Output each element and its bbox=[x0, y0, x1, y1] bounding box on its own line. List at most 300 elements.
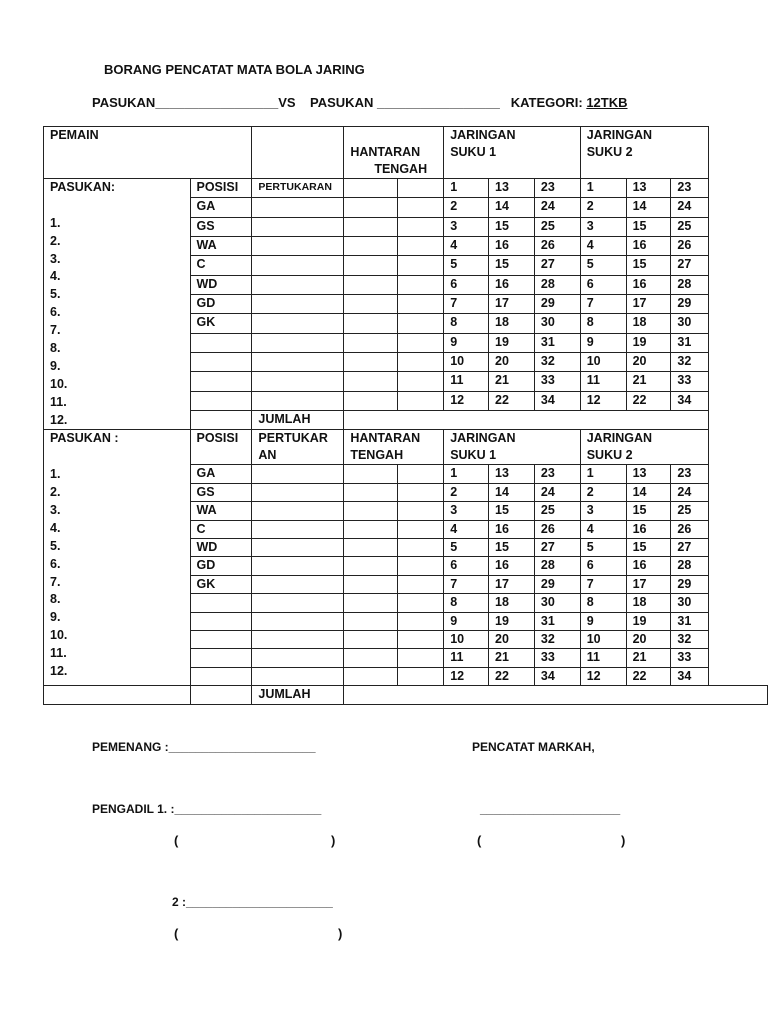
suku2-score-cell: 25 bbox=[671, 502, 709, 520]
suku1-score-cell: 1 bbox=[444, 465, 489, 483]
pertukaran-2-cell bbox=[252, 630, 344, 648]
suku2-score-cell: 31 bbox=[671, 612, 709, 630]
hantaran-2-cell bbox=[398, 502, 444, 520]
section1-players-cell bbox=[44, 179, 191, 430]
suku2-2-line-0: JARINGAN bbox=[586, 431, 653, 446]
pertukaran-cell bbox=[252, 275, 344, 294]
score-table bbox=[43, 126, 768, 705]
hantaran-cell bbox=[344, 237, 398, 256]
posisi-2-label: POSISI bbox=[196, 431, 239, 446]
position-cell bbox=[190, 411, 252, 430]
suku2-score-cell: 29 bbox=[671, 295, 709, 314]
suku2-score-cell: 32 bbox=[671, 630, 709, 648]
suku1-2-line-1: SUKU 1 bbox=[450, 448, 497, 463]
hantaran-2-cell bbox=[344, 575, 398, 593]
suku1-score-cell: 32 bbox=[534, 630, 580, 648]
suku2-score-cell: 20 bbox=[626, 353, 671, 372]
hantaran-cell bbox=[344, 372, 398, 391]
pencatat-paren-close: ) bbox=[621, 833, 626, 848]
hantaran-cell bbox=[344, 256, 398, 275]
hantaran-2-cell bbox=[398, 557, 444, 575]
suku1-score-cell: 19 bbox=[489, 612, 535, 630]
pertukaran-cell bbox=[252, 353, 344, 372]
suku1-score-cell: 5 bbox=[444, 539, 489, 557]
suku2-score-cell: 30 bbox=[671, 314, 709, 333]
suku2-score-cell: 6 bbox=[580, 557, 626, 575]
suku1-score-cell: 24 bbox=[534, 198, 580, 217]
hantaran-2-line-0: HANTARAN bbox=[350, 431, 421, 446]
position-2-cell bbox=[190, 630, 252, 648]
position-2-cell: C bbox=[190, 520, 252, 538]
suku1-score-cell: 18 bbox=[489, 594, 535, 612]
hantaran-2-cell bbox=[344, 557, 398, 575]
position-cell: C bbox=[190, 256, 252, 275]
pertukaran-cell bbox=[252, 333, 344, 352]
pengadil-2-paren-open: ( bbox=[174, 926, 179, 941]
pertukaran-2-cell bbox=[252, 575, 344, 593]
suku1-score-cell: 16 bbox=[489, 237, 535, 256]
suku1-score-cell: 34 bbox=[534, 391, 580, 410]
suku1-score-cell: 27 bbox=[534, 539, 580, 557]
suku2-score-cell: 20 bbox=[626, 630, 671, 648]
suku2-score-cell: 10 bbox=[580, 630, 626, 648]
suku1-score-cell: 15 bbox=[489, 256, 535, 275]
suku2-score-cell: 3 bbox=[580, 502, 626, 520]
jumlah-2-label: JUMLAH bbox=[252, 686, 344, 704]
suku2-score-cell: 26 bbox=[671, 237, 709, 256]
jumlah-2-blank bbox=[44, 686, 191, 704]
suku2-score-cell: 11 bbox=[580, 372, 626, 391]
pertukaran-cell bbox=[252, 237, 344, 256]
player-2-number-5: 6. bbox=[50, 556, 61, 571]
hantaran-2-cell bbox=[344, 465, 398, 483]
suku2-score-cell: 8 bbox=[580, 314, 626, 333]
suku1-score-cell: 22 bbox=[489, 667, 535, 685]
hantaran-2-cell bbox=[344, 612, 398, 630]
suku1-score-cell: 11 bbox=[444, 372, 489, 391]
jaringan-suku1-header bbox=[444, 127, 581, 179]
position-2-cell bbox=[190, 594, 252, 612]
suku1-score-cell: 25 bbox=[534, 502, 580, 520]
suku2-score-cell: 11 bbox=[580, 649, 626, 667]
suku2-score-cell: 19 bbox=[626, 612, 671, 630]
pertukaran-cell bbox=[252, 295, 344, 314]
position-2-cell bbox=[190, 649, 252, 667]
pasukan-1-field: PASUKAN_________________VS bbox=[92, 95, 296, 110]
player-2-number-7: 8. bbox=[50, 592, 61, 607]
suku1-score-cell: 33 bbox=[534, 372, 580, 391]
suku2-score-cell: 33 bbox=[671, 372, 709, 391]
suku2-score-cell: 1 bbox=[580, 179, 626, 198]
form-header bbox=[92, 95, 628, 110]
hantaran-label: HANTARAN bbox=[350, 145, 421, 159]
hantaran-cell bbox=[398, 353, 444, 372]
suku2-score-cell: 15 bbox=[626, 539, 671, 557]
pertukaran-2-line-1: AN bbox=[258, 448, 277, 463]
form-title: BORANG PENCATAT MATA BOLA JARING bbox=[104, 62, 365, 77]
pertukaran-cell bbox=[252, 391, 344, 410]
hantaran-cell bbox=[344, 198, 398, 217]
suku1-score-cell: 24 bbox=[534, 483, 580, 501]
hantaran-2-cell bbox=[398, 465, 444, 483]
jumlah-total-cell bbox=[344, 411, 709, 430]
suku2-score-cell: 34 bbox=[671, 667, 709, 685]
hantaran-cell bbox=[398, 256, 444, 275]
suku1-line-0: JARINGAN bbox=[450, 128, 516, 142]
jaringan-2-suku2-header bbox=[580, 430, 709, 465]
pertukaran-header: PERTUKARAN bbox=[252, 179, 344, 198]
suku2-score-cell: 29 bbox=[671, 575, 709, 593]
suku2-score-cell: 14 bbox=[626, 483, 671, 501]
hantaran-2-cell bbox=[344, 520, 398, 538]
suku2-score-cell: 15 bbox=[626, 217, 671, 236]
hantaran-2-cell bbox=[344, 502, 398, 520]
hantaran-2-cell bbox=[398, 630, 444, 648]
player-number-6: 7. bbox=[50, 323, 61, 338]
suku2-score-cell: 24 bbox=[671, 483, 709, 501]
position-2-cell bbox=[190, 667, 252, 685]
suku2-line-0: JARINGAN bbox=[586, 128, 653, 142]
hantaran-tengah-header bbox=[344, 127, 444, 179]
suku2-score-cell: 10 bbox=[580, 353, 626, 372]
suku2-score-cell: 21 bbox=[626, 372, 671, 391]
hantaran-2-cell bbox=[398, 667, 444, 685]
suku1-score-cell: 2 bbox=[444, 483, 489, 501]
pemenang-field: PEMENANG :______________________ bbox=[92, 740, 316, 754]
suku2-score-cell: 7 bbox=[580, 575, 626, 593]
hantaran-cell bbox=[398, 179, 444, 198]
position-cell: GD bbox=[190, 295, 252, 314]
position-2-cell: WA bbox=[190, 502, 252, 520]
suku1-score-cell: 9 bbox=[444, 333, 489, 352]
hantaran-cell bbox=[344, 391, 398, 410]
pertukaran-2-cell bbox=[252, 502, 344, 520]
pertukaran-cell bbox=[252, 198, 344, 217]
jumlah-2-total-cell bbox=[344, 686, 768, 704]
suku1-score-cell: 9 bbox=[444, 612, 489, 630]
section2-jumlah-row bbox=[44, 686, 768, 704]
position-cell: GA bbox=[190, 198, 252, 217]
suku1-score-cell: 11 bbox=[444, 649, 489, 667]
suku2-score-cell: 12 bbox=[580, 391, 626, 410]
suku1-score-cell: 8 bbox=[444, 314, 489, 333]
player-2-number-9: 10. bbox=[50, 628, 68, 643]
suku1-score-cell: 12 bbox=[444, 391, 489, 410]
pertukaran-cell bbox=[252, 217, 344, 236]
hantaran-cell bbox=[344, 179, 398, 198]
pertukaran-2-cell bbox=[252, 594, 344, 612]
pengadil-1-paren-open: ( bbox=[174, 833, 179, 848]
pertukaran-cell bbox=[252, 256, 344, 275]
suku2-score-cell: 22 bbox=[626, 391, 671, 410]
pertukaran-2-cell bbox=[252, 483, 344, 501]
suku2-score-cell: 27 bbox=[671, 256, 709, 275]
pengadil-1-field: PENGADIL 1. :______________________ bbox=[92, 802, 322, 816]
suku2-line-1: SUKU 2 bbox=[586, 145, 633, 159]
suku1-score-cell: 5 bbox=[444, 256, 489, 275]
pertukaran-cell bbox=[252, 314, 344, 333]
pencatat-signature-line: _____________________ bbox=[480, 802, 621, 816]
suku1-score-cell: 17 bbox=[489, 575, 535, 593]
jumlah-label: JUMLAH bbox=[252, 411, 344, 430]
hantaran-cell bbox=[344, 217, 398, 236]
kategori-label: KATEGORI: bbox=[510, 95, 583, 110]
position-2-cell: GD bbox=[190, 557, 252, 575]
suku1-score-cell: 6 bbox=[444, 557, 489, 575]
tengah-label: TENGAH bbox=[374, 162, 428, 176]
hantaran-cell bbox=[398, 372, 444, 391]
player-number-2: 3. bbox=[50, 251, 61, 266]
suku1-score-cell: 15 bbox=[489, 539, 535, 557]
pasukan-2-field: PASUKAN _________________ bbox=[310, 95, 500, 110]
hantaran-cell bbox=[398, 217, 444, 236]
empty-header-cell bbox=[252, 127, 344, 179]
suku1-score-cell: 31 bbox=[534, 612, 580, 630]
suku1-score-cell: 7 bbox=[444, 575, 489, 593]
suku1-score-cell: 22 bbox=[489, 391, 535, 410]
suku1-score-cell: 4 bbox=[444, 520, 489, 538]
suku2-score-cell: 25 bbox=[671, 217, 709, 236]
suku1-score-cell: 14 bbox=[489, 198, 535, 217]
player-2-number-11: 12. bbox=[50, 664, 68, 679]
suku1-score-cell: 20 bbox=[489, 353, 535, 372]
suku1-score-cell: 2 bbox=[444, 198, 489, 217]
suku1-score-cell: 6 bbox=[444, 275, 489, 294]
suku1-score-cell: 29 bbox=[534, 295, 580, 314]
player-number-9: 10. bbox=[50, 376, 68, 391]
suku1-score-cell: 20 bbox=[489, 630, 535, 648]
suku2-score-cell: 18 bbox=[626, 594, 671, 612]
pasukan-label: PASUKAN: bbox=[50, 180, 116, 194]
suku2-score-cell: 5 bbox=[580, 256, 626, 275]
suku1-score-cell: 13 bbox=[489, 465, 535, 483]
suku1-score-cell: 25 bbox=[534, 217, 580, 236]
player-number-1: 2. bbox=[50, 233, 61, 248]
posisi-2-header bbox=[190, 430, 252, 465]
suku2-score-cell: 8 bbox=[580, 594, 626, 612]
suku2-score-cell: 28 bbox=[671, 275, 709, 294]
pertukaran-cell bbox=[252, 372, 344, 391]
hantaran-2-cell bbox=[344, 630, 398, 648]
suku1-score-cell: 31 bbox=[534, 333, 580, 352]
suku1-2-line-0: JARINGAN bbox=[450, 431, 516, 446]
player-2-number-2: 3. bbox=[50, 503, 61, 518]
player-2-number-4: 5. bbox=[50, 538, 61, 553]
hantaran-cell bbox=[398, 275, 444, 294]
pertukaran-2-cell bbox=[252, 667, 344, 685]
position-cell bbox=[190, 372, 252, 391]
position-2-cell: GK bbox=[190, 575, 252, 593]
suku1-line-1: SUKU 1 bbox=[450, 145, 497, 159]
hantaran-2-cell bbox=[344, 594, 398, 612]
suku1-score-cell: 8 bbox=[444, 594, 489, 612]
suku1-score-cell: 13 bbox=[489, 179, 535, 198]
position-2-cell: WD bbox=[190, 539, 252, 557]
position-cell: GS bbox=[190, 217, 252, 236]
suku1-score-cell: 16 bbox=[489, 275, 535, 294]
hantaran-cell bbox=[398, 295, 444, 314]
suku2-score-cell: 9 bbox=[580, 612, 626, 630]
suku2-score-cell: 19 bbox=[626, 333, 671, 352]
jaringan-2-suku1-header bbox=[444, 430, 581, 465]
suku1-score-cell: 28 bbox=[534, 275, 580, 294]
hantaran-2-cell bbox=[398, 649, 444, 667]
suku2-score-cell: 23 bbox=[671, 179, 709, 198]
suku1-score-cell: 21 bbox=[489, 649, 535, 667]
suku1-score-cell: 27 bbox=[534, 256, 580, 275]
hantaran-cell bbox=[398, 333, 444, 352]
suku2-score-cell: 21 bbox=[626, 649, 671, 667]
suku2-score-cell: 7 bbox=[580, 295, 626, 314]
pencatat-paren-open: ( bbox=[477, 833, 482, 848]
pemain-header: PEMAIN bbox=[44, 127, 252, 179]
suku1-score-cell: 23 bbox=[534, 465, 580, 483]
suku2-score-cell: 28 bbox=[671, 557, 709, 575]
hantaran-2-cell bbox=[344, 483, 398, 501]
suku1-score-cell: 23 bbox=[534, 179, 580, 198]
hantaran-cell bbox=[398, 237, 444, 256]
suku1-score-cell: 10 bbox=[444, 630, 489, 648]
suku1-score-cell: 16 bbox=[489, 520, 535, 538]
hantaran-2-cell bbox=[398, 575, 444, 593]
player-number-10: 11. bbox=[50, 394, 67, 409]
hantaran-2-cell bbox=[398, 539, 444, 557]
suku1-score-cell: 16 bbox=[489, 557, 535, 575]
pertukaran-2-cell bbox=[252, 649, 344, 667]
jaringan-suku2-header bbox=[580, 127, 709, 179]
suku2-score-cell: 16 bbox=[626, 557, 671, 575]
pertukaran-2-header bbox=[252, 430, 344, 465]
suku1-score-cell: 1 bbox=[444, 179, 489, 198]
suku2-score-cell: 6 bbox=[580, 275, 626, 294]
position-cell: WA bbox=[190, 237, 252, 256]
hantaran-cell bbox=[344, 353, 398, 372]
player-number-8: 9. bbox=[50, 358, 61, 373]
suku1-score-cell: 26 bbox=[534, 237, 580, 256]
suku2-score-cell: 18 bbox=[626, 314, 671, 333]
player-2-number-1: 2. bbox=[50, 485, 61, 500]
suku2-score-cell: 1 bbox=[580, 465, 626, 483]
player-number-5: 6. bbox=[50, 305, 61, 320]
position-cell: WD bbox=[190, 275, 252, 294]
position-cell: GK bbox=[190, 314, 252, 333]
position-cell bbox=[190, 333, 252, 352]
suku2-score-cell: 17 bbox=[626, 295, 671, 314]
player-number-4: 5. bbox=[50, 287, 61, 302]
suku2-score-cell: 16 bbox=[626, 520, 671, 538]
suku2-score-cell: 34 bbox=[671, 391, 709, 410]
suku2-score-cell: 3 bbox=[580, 217, 626, 236]
pertukaran-2-cell bbox=[252, 465, 344, 483]
hantaran-cell bbox=[344, 333, 398, 352]
position-2-cell: GA bbox=[190, 465, 252, 483]
player-2-number-0: 1. bbox=[50, 467, 61, 482]
section1-row bbox=[44, 179, 768, 198]
suku1-score-cell: 33 bbox=[534, 649, 580, 667]
hantaran-cell bbox=[344, 275, 398, 294]
suku2-score-cell: 2 bbox=[580, 483, 626, 501]
pertukaran-2-cell bbox=[252, 539, 344, 557]
suku2-score-cell: 15 bbox=[626, 502, 671, 520]
hantaran-cell bbox=[344, 314, 398, 333]
section2-players-cell bbox=[44, 430, 191, 686]
pencatat-markah-label: PENCATAT MARKAH, bbox=[472, 740, 595, 754]
suku2-score-cell: 22 bbox=[626, 667, 671, 685]
player-2-number-8: 9. bbox=[50, 610, 61, 625]
suku2-score-cell: 13 bbox=[626, 179, 671, 198]
pengadil-2-paren-close: ) bbox=[338, 926, 343, 941]
pertukaran-2-line-0: PERTUKAR bbox=[258, 431, 328, 446]
suku1-score-cell: 30 bbox=[534, 594, 580, 612]
hantaran-2-cell bbox=[398, 594, 444, 612]
suku1-score-cell: 12 bbox=[444, 667, 489, 685]
suku1-score-cell: 15 bbox=[489, 217, 535, 236]
player-number-3: 4. bbox=[50, 269, 61, 284]
hantaran-2-cell bbox=[398, 612, 444, 630]
suku2-score-cell: 30 bbox=[671, 594, 709, 612]
suku1-score-cell: 26 bbox=[534, 520, 580, 538]
suku2-score-cell: 24 bbox=[671, 198, 709, 217]
suku1-score-cell: 30 bbox=[534, 314, 580, 333]
position-cell bbox=[190, 353, 252, 372]
suku1-score-cell: 17 bbox=[489, 295, 535, 314]
suku1-score-cell: 19 bbox=[489, 333, 535, 352]
hantaran-2-cell bbox=[344, 649, 398, 667]
suku2-score-cell: 31 bbox=[671, 333, 709, 352]
suku2-score-cell: 23 bbox=[671, 465, 709, 483]
suku1-score-cell: 28 bbox=[534, 557, 580, 575]
suku1-score-cell: 15 bbox=[489, 502, 535, 520]
suku1-score-cell: 29 bbox=[534, 575, 580, 593]
suku2-score-cell: 12 bbox=[580, 667, 626, 685]
suku2-score-cell: 33 bbox=[671, 649, 709, 667]
hantaran-2-line-1: TENGAH bbox=[350, 448, 404, 463]
suku1-score-cell: 10 bbox=[444, 353, 489, 372]
suku2-score-cell: 17 bbox=[626, 575, 671, 593]
suku2-score-cell: 2 bbox=[580, 198, 626, 217]
suku1-score-cell: 3 bbox=[444, 217, 489, 236]
hantaran-2-cell bbox=[344, 667, 398, 685]
pertukaran-2-cell bbox=[252, 557, 344, 575]
player-2-number-10: 11. bbox=[50, 646, 67, 661]
suku1-score-cell: 18 bbox=[489, 314, 535, 333]
player-2-number-3: 4. bbox=[50, 520, 61, 535]
player-2-number-6: 7. bbox=[50, 574, 61, 589]
suku1-score-cell: 7 bbox=[444, 295, 489, 314]
suku2-score-cell: 9 bbox=[580, 333, 626, 352]
hantaran-2-cell bbox=[344, 539, 398, 557]
suku1-score-cell: 14 bbox=[489, 483, 535, 501]
player-number-7: 8. bbox=[50, 341, 61, 356]
jumlah-2-blank bbox=[190, 686, 252, 704]
suku2-score-cell: 14 bbox=[626, 198, 671, 217]
suku1-score-cell: 21 bbox=[489, 372, 535, 391]
posisi-header: POSISI bbox=[190, 179, 252, 198]
hantaran-2-cell bbox=[398, 483, 444, 501]
suku2-score-cell: 5 bbox=[580, 539, 626, 557]
suku2-score-cell: 16 bbox=[626, 275, 671, 294]
hantaran-cell bbox=[398, 391, 444, 410]
suku2-score-cell: 4 bbox=[580, 237, 626, 256]
position-cell bbox=[190, 391, 252, 410]
hantaran-cell bbox=[344, 295, 398, 314]
suku1-score-cell: 34 bbox=[534, 667, 580, 685]
pertukaran-2-cell bbox=[252, 612, 344, 630]
pertukaran-2-cell bbox=[252, 520, 344, 538]
suku1-score-cell: 32 bbox=[534, 353, 580, 372]
pengadil-2-field: 2 :______________________ bbox=[172, 895, 333, 909]
hantaran-cell bbox=[398, 314, 444, 333]
